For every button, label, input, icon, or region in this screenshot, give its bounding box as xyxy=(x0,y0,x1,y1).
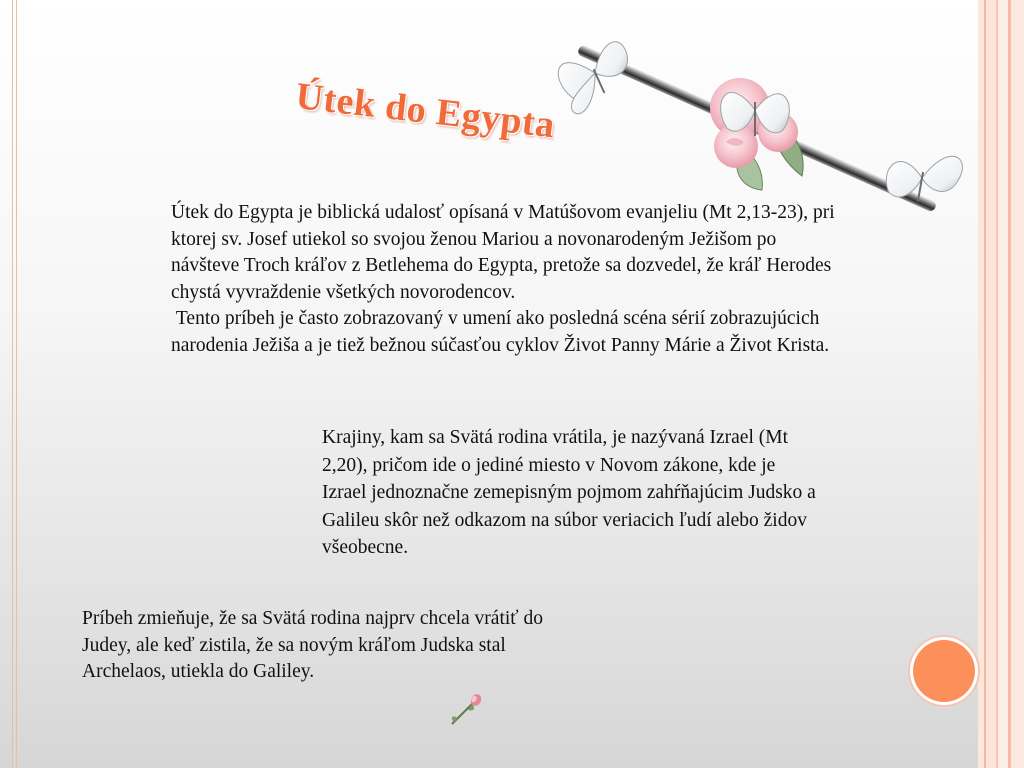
body-paragraph-1-continuation: Tento príbeh je často zobrazovaný v umení ako posledná scéna sérií zobrazujúcich narodenia Ježiša a je tiež bežnou súčasťou cyklov Život Panny Márie a Život Krista. xyxy=(171,308,830,356)
body-paragraph-3: Príbeh zmieňuje, že sa Svätá rodina najprv chcela vrátiť do Judey, ale keď zistila, že sa novým kráľom Judska stal Archelaos, utiekla do Galiley. xyxy=(82,608,543,682)
body-paragraph-1 xyxy=(171,200,840,359)
butterflies-roses-bar-decoration xyxy=(540,28,970,228)
rose-icon xyxy=(446,692,484,728)
left-frame-border xyxy=(12,0,17,768)
body-paragraph-2: Krajiny, kam sa Svätá rodina vrátila, je nazývaná Izrael (Mt 2,20), pričom ide o jediné miesto v Novom zákone, kde je Izrael jednoznačne zemepisným pojmom zahŕňajúcim Judsko a Galileu skôr než odkazom na súbor veriacich ľudí alebo židov všeobecne. xyxy=(322,427,816,558)
body-paragraph-1-text: Útek do Egypta je biblická udalosť opísaná v Matúšovom evanjeliu (Mt 2,13-23), pri ktorej sv. Josef utiekol so svojou ženou Mariou a novonarodeným Ježišom po návšteve Troch kráľov z Betlehema do Egypta, pretože sa dozvedel, že kráľ Herodes chystá vyvraždenie všetkých novorodencov. xyxy=(171,202,840,303)
page-title: Útek do Egypta xyxy=(293,75,558,147)
orange-circle-icon xyxy=(913,640,975,702)
right-frame-stripes xyxy=(978,0,1024,768)
